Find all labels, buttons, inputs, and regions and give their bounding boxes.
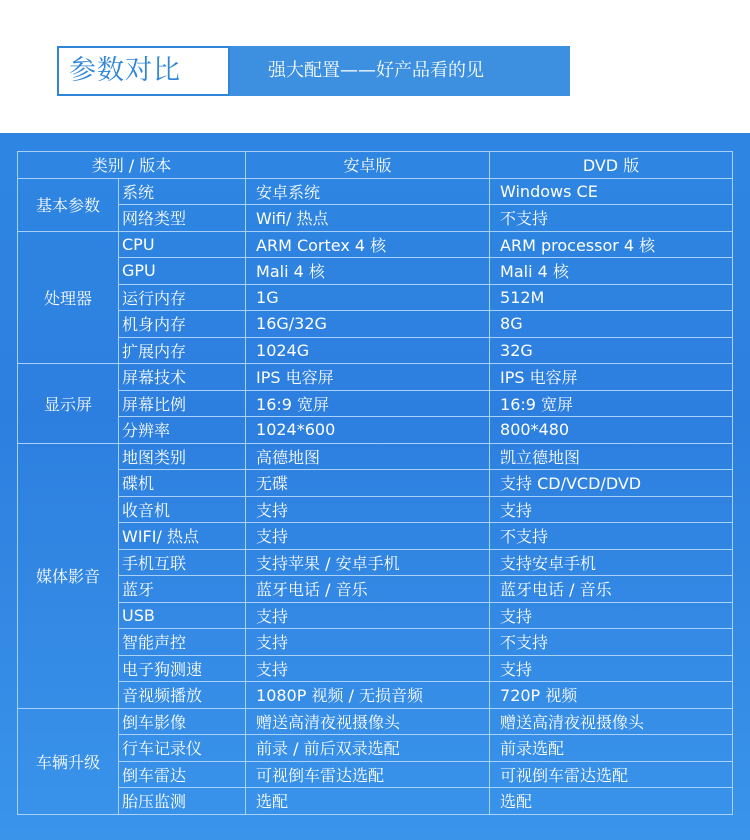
dvd-value-cell: 8G xyxy=(490,311,733,338)
dvd-value-cell: 800*480 xyxy=(490,417,733,444)
android-value-cell: 安卓系统 xyxy=(246,178,490,205)
android-value-cell: 蓝牙电话 / 音乐 xyxy=(246,576,490,603)
dvd-value-cell: 支持安卓手机 xyxy=(490,549,733,576)
spec-comparison-table xyxy=(17,151,733,815)
item-cell: 扩展内存 xyxy=(119,337,246,364)
dvd-value-cell: Windows CE xyxy=(490,178,733,205)
category-cell: 媒体影音 xyxy=(18,443,119,708)
table-row xyxy=(18,682,733,709)
section-slogan: 强大配置——好产品看的见 xyxy=(230,46,570,96)
item-cell: 碟机 xyxy=(119,470,246,497)
column-header-android: 安卓版 xyxy=(246,152,490,179)
table-row xyxy=(18,629,733,656)
table-row xyxy=(18,496,733,523)
item-cell: CPU xyxy=(119,231,246,258)
item-cell: 网络类型 xyxy=(119,205,246,232)
dvd-value-cell: 支持 CD/VCD/DVD xyxy=(490,470,733,497)
table-row xyxy=(18,549,733,576)
table-row xyxy=(18,602,733,629)
table-row xyxy=(18,364,733,391)
spec-panel xyxy=(0,133,750,840)
dvd-value-cell: 凯立德地图 xyxy=(490,443,733,470)
item-cell: 手机互联 xyxy=(119,549,246,576)
table-row xyxy=(18,788,733,815)
android-value-cell: 支持 xyxy=(246,496,490,523)
dvd-value-cell: ARM processor 4 核 xyxy=(490,231,733,258)
item-cell: 蓝牙 xyxy=(119,576,246,603)
dvd-value-cell: IPS 电容屏 xyxy=(490,364,733,391)
android-value-cell: 1024*600 xyxy=(246,417,490,444)
item-cell: 电子狗测速 xyxy=(119,655,246,682)
item-cell: 胎压监测 xyxy=(119,788,246,815)
item-cell: 地图类别 xyxy=(119,443,246,470)
table-row xyxy=(18,708,733,735)
column-header-category: 类别 / 版本 xyxy=(18,152,246,179)
item-cell: GPU xyxy=(119,258,246,285)
item-cell: 机身内存 xyxy=(119,311,246,338)
android-value-cell: 高德地图 xyxy=(246,443,490,470)
item-cell: WIFI/ 热点 xyxy=(119,523,246,550)
item-cell: 智能声控 xyxy=(119,629,246,656)
table-row xyxy=(18,205,733,232)
item-cell: 音视频播放 xyxy=(119,682,246,709)
android-value-cell: 1G xyxy=(246,284,490,311)
android-value-cell: 1024G xyxy=(246,337,490,364)
table-row xyxy=(18,735,733,762)
android-value-cell: 可视倒车雷达选配 xyxy=(246,761,490,788)
dvd-value-cell: 支持 xyxy=(490,655,733,682)
dvd-value-cell: Mali 4 核 xyxy=(490,258,733,285)
category-cell: 车辆升级 xyxy=(18,708,119,814)
android-value-cell: 无碟 xyxy=(246,470,490,497)
dvd-value-cell: 赠送高清夜视摄像头 xyxy=(490,708,733,735)
dvd-value-cell: 蓝牙电话 / 音乐 xyxy=(490,576,733,603)
dvd-value-cell: 不支持 xyxy=(490,523,733,550)
table-row xyxy=(18,390,733,417)
android-value-cell: 16:9 宽屏 xyxy=(246,390,490,417)
table-row xyxy=(18,655,733,682)
item-cell: 系统 xyxy=(119,178,246,205)
dvd-value-cell: 16:9 宽屏 xyxy=(490,390,733,417)
category-cell: 基本参数 xyxy=(18,178,119,231)
dvd-value-cell: 可视倒车雷达选配 xyxy=(490,761,733,788)
android-value-cell: 支持 xyxy=(246,602,490,629)
dvd-value-cell: 32G xyxy=(490,337,733,364)
item-cell: 分辨率 xyxy=(119,417,246,444)
table-row xyxy=(18,337,733,364)
android-value-cell: ARM Cortex 4 核 xyxy=(246,231,490,258)
dvd-value-cell: 选配 xyxy=(490,788,733,815)
android-value-cell: IPS 电容屏 xyxy=(246,364,490,391)
table-row xyxy=(18,311,733,338)
section-title: 参数对比 xyxy=(57,46,230,96)
android-value-cell: 赠送高清夜视摄像头 xyxy=(246,708,490,735)
item-cell: USB xyxy=(119,602,246,629)
android-value-cell: 支持 xyxy=(246,655,490,682)
item-cell: 行车记录仪 xyxy=(119,735,246,762)
android-value-cell: 支持苹果 / 安卓手机 xyxy=(246,549,490,576)
dvd-value-cell: 支持 xyxy=(490,496,733,523)
table-row xyxy=(18,576,733,603)
table-header-row xyxy=(18,152,733,179)
dvd-value-cell: 720P 视频 xyxy=(490,682,733,709)
table-row xyxy=(18,523,733,550)
table-body xyxy=(18,178,733,814)
item-cell: 运行内存 xyxy=(119,284,246,311)
category-cell: 处理器 xyxy=(18,231,119,364)
item-cell: 屏幕比例 xyxy=(119,390,246,417)
table-row xyxy=(18,443,733,470)
table-row xyxy=(18,470,733,497)
dvd-value-cell: 前录选配 xyxy=(490,735,733,762)
item-cell: 收音机 xyxy=(119,496,246,523)
dvd-value-cell: 不支持 xyxy=(490,205,733,232)
android-value-cell: 前录 / 前后双录选配 xyxy=(246,735,490,762)
dvd-value-cell: 支持 xyxy=(490,602,733,629)
table-row xyxy=(18,258,733,285)
category-cell: 显示屏 xyxy=(18,364,119,444)
section-header xyxy=(57,46,570,96)
android-value-cell: 选配 xyxy=(246,788,490,815)
android-value-cell: 支持 xyxy=(246,629,490,656)
column-header-dvd: DVD 版 xyxy=(490,152,733,179)
dvd-value-cell: 不支持 xyxy=(490,629,733,656)
android-value-cell: Wifi/ 热点 xyxy=(246,205,490,232)
table-row xyxy=(18,417,733,444)
table-row xyxy=(18,178,733,205)
table-row xyxy=(18,284,733,311)
android-value-cell: Mali 4 核 xyxy=(246,258,490,285)
item-cell: 倒车影像 xyxy=(119,708,246,735)
android-value-cell: 支持 xyxy=(246,523,490,550)
item-cell: 屏幕技术 xyxy=(119,364,246,391)
android-value-cell: 16G/32G xyxy=(246,311,490,338)
dvd-value-cell: 512M xyxy=(490,284,733,311)
item-cell: 倒车雷达 xyxy=(119,761,246,788)
table-row xyxy=(18,761,733,788)
table-row xyxy=(18,231,733,258)
android-value-cell: 1080P 视频 / 无损音频 xyxy=(246,682,490,709)
